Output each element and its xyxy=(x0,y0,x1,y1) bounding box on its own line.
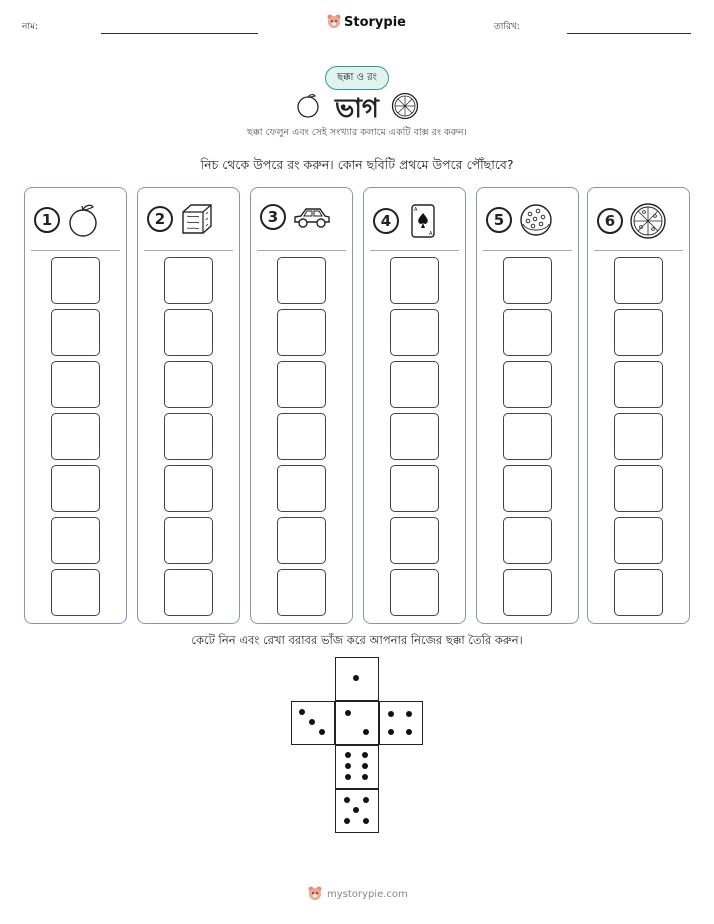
dice-pip xyxy=(353,807,359,813)
color-box[interactable] xyxy=(390,517,439,564)
pizza-icon xyxy=(629,202,667,240)
subtitle: ছক্কা ফেলুন এবং সেই সংখ্যার কলামে একটি বাক্স রং করুন। xyxy=(247,127,467,138)
color-box[interactable] xyxy=(503,517,552,564)
color-box[interactable] xyxy=(51,361,100,408)
color-box[interactable] xyxy=(503,309,552,356)
dice-pip xyxy=(345,752,351,758)
dice-pip xyxy=(362,774,368,780)
brand-logo xyxy=(327,14,406,30)
name-line[interactable] xyxy=(101,33,258,34)
dice-pip xyxy=(299,709,305,715)
bear-icon xyxy=(307,886,323,902)
color-box[interactable] xyxy=(614,309,663,356)
color-box[interactable] xyxy=(390,413,439,460)
color-box[interactable] xyxy=(51,517,100,564)
column-6 xyxy=(587,187,690,624)
dice-pip xyxy=(363,818,369,824)
column-divider xyxy=(370,250,459,251)
column-3 xyxy=(250,187,353,624)
dice-pip xyxy=(345,763,351,769)
dice-pip xyxy=(353,675,359,681)
color-box[interactable] xyxy=(390,309,439,356)
dice-face-one xyxy=(335,657,379,701)
cookie-icon xyxy=(518,202,554,238)
color-box[interactable] xyxy=(277,465,326,512)
column-number: 6 xyxy=(597,208,623,234)
dice-pip xyxy=(344,797,350,803)
date-label: তারিখ: xyxy=(494,22,520,32)
column-divider xyxy=(144,250,233,251)
color-box[interactable] xyxy=(164,257,213,304)
color-box[interactable] xyxy=(164,517,213,564)
dice-pip xyxy=(363,797,369,803)
column-divider xyxy=(31,250,120,251)
wooden-crate-icon xyxy=(179,202,215,236)
column-1 xyxy=(24,187,127,624)
dice-face-five xyxy=(335,789,379,833)
spade-card-icon xyxy=(405,202,439,240)
dice-face-three xyxy=(291,701,335,745)
column-number: 1 xyxy=(34,207,60,233)
color-box[interactable] xyxy=(614,465,663,512)
color-box[interactable] xyxy=(503,465,552,512)
column-2 xyxy=(137,187,240,624)
color-box[interactable] xyxy=(277,309,326,356)
cut-instruction: কেটে নিন এবং রেখা বরাবর ভাঁজ করে আপনার নিজের ছক্কা তৈরি করুন। xyxy=(191,633,523,647)
color-box[interactable] xyxy=(503,361,552,408)
color-box[interactable] xyxy=(614,517,663,564)
color-box[interactable] xyxy=(503,569,552,616)
dice-pip xyxy=(406,729,412,735)
brand-name: Storypie xyxy=(344,14,406,30)
color-box[interactable] xyxy=(503,257,552,304)
color-box[interactable] xyxy=(164,465,213,512)
color-box[interactable] xyxy=(277,517,326,564)
color-box[interactable] xyxy=(390,361,439,408)
svg-text:A: A xyxy=(429,231,433,237)
color-box[interactable] xyxy=(390,257,439,304)
column-divider xyxy=(257,250,346,251)
column-number: 5 xyxy=(486,207,512,233)
color-box[interactable] xyxy=(277,569,326,616)
dice-pip xyxy=(319,729,325,735)
svg-text:A: A xyxy=(414,207,418,213)
dice-pip xyxy=(388,729,394,735)
dice-pip xyxy=(406,711,412,717)
color-box[interactable] xyxy=(390,465,439,512)
color-box[interactable] xyxy=(277,257,326,304)
color-box[interactable] xyxy=(614,361,663,408)
color-box[interactable] xyxy=(614,569,663,616)
dice-face-six xyxy=(335,745,379,789)
instruction: নিচ থেকে উপরে রং করুন। কোন ছবিটি প্রথমে উপরে পৌঁছাবে? xyxy=(200,157,514,172)
color-box[interactable] xyxy=(51,257,100,304)
color-box[interactable] xyxy=(51,465,100,512)
color-columns xyxy=(24,187,690,624)
car-icon xyxy=(292,202,332,232)
dice-pip xyxy=(362,763,368,769)
color-box[interactable] xyxy=(51,569,100,616)
color-box[interactable] xyxy=(277,413,326,460)
dice-pip xyxy=(309,719,315,725)
page-title: ভাগ xyxy=(335,94,379,124)
dice-pip xyxy=(345,774,351,780)
color-box[interactable] xyxy=(164,413,213,460)
dice-pip xyxy=(363,729,369,735)
dice-pip xyxy=(345,710,351,716)
dice-pip xyxy=(344,818,350,824)
column-number: 4 xyxy=(373,208,399,234)
dice-face-two xyxy=(335,701,379,745)
footer-url[interactable]: mystorypie.com xyxy=(327,888,408,900)
date-line[interactable] xyxy=(567,33,691,34)
bear-icon xyxy=(327,14,341,30)
column-5 xyxy=(476,187,579,624)
color-box[interactable] xyxy=(164,361,213,408)
column-number: 2 xyxy=(147,206,173,232)
color-box[interactable] xyxy=(51,413,100,460)
column-number: 3 xyxy=(260,204,286,230)
color-box[interactable] xyxy=(164,309,213,356)
color-box[interactable] xyxy=(51,309,100,356)
column-divider xyxy=(594,250,683,251)
color-box[interactable] xyxy=(277,361,326,408)
name-label: নাম: xyxy=(22,22,39,32)
color-box[interactable] xyxy=(164,569,213,616)
column-divider xyxy=(483,250,572,251)
dice-pip xyxy=(388,711,394,717)
footer xyxy=(307,886,408,902)
column-4 xyxy=(363,187,466,624)
color-box[interactable] xyxy=(614,257,663,304)
activity-badge: ছক্কা ও রং xyxy=(325,66,389,90)
pizza-icon xyxy=(391,92,419,120)
color-box[interactable] xyxy=(614,413,663,460)
color-box[interactable] xyxy=(503,413,552,460)
color-box[interactable] xyxy=(390,569,439,616)
dice-face-four xyxy=(379,701,423,745)
orange-icon xyxy=(66,202,100,238)
dice-pip xyxy=(362,752,368,758)
